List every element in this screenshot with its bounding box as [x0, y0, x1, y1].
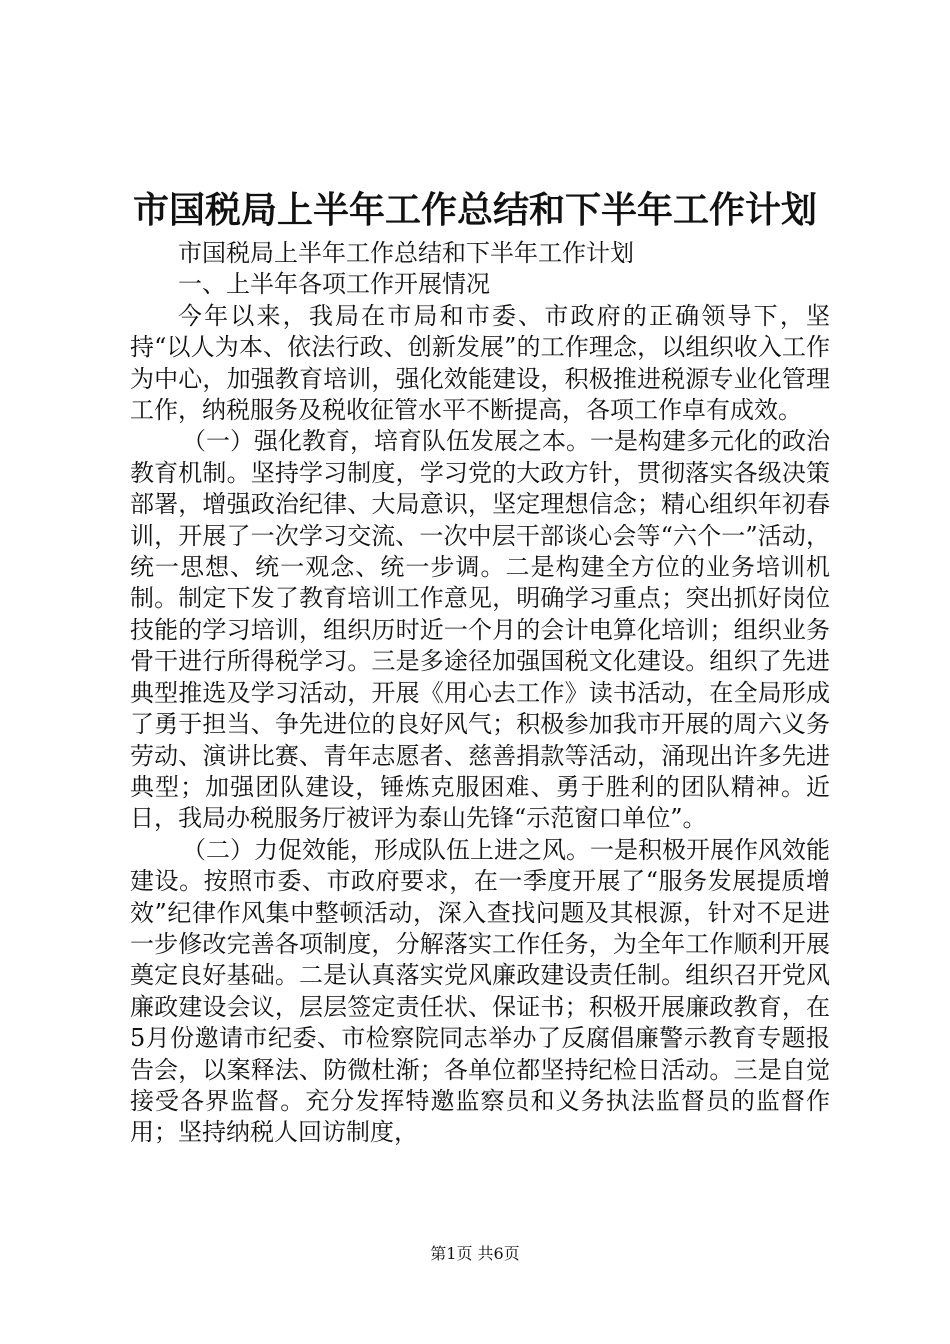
subtitle-line: 市国税局上半年工作总结和下半年工作计划 — [178, 239, 634, 267]
section-heading: 一、上半年各项工作开展情况 — [178, 270, 490, 299]
paragraph-efficiency: （二）力促效能，形成队伍上进之风。一是积极开展作风效能建设。按照市委、市政府要求，在一季度开展了“服务发展提质增效”纪律作风集中整顿活动，深入查找问题及其根源，针对不足进一步修改完善各项制度，分解落实工作任务，为全年工作顺利开展奠定良好基础。二是认真落实党风廉政建设责任制。组织召开党风廉政建设会议，层层签定责任状、保证书；积极开展廉政教育，在5月份邀请市纪委、市检察院同志举办了反腐倡廉警示教育专题报告会，以案释法、防微杜渐；各单位都坚持纪检日活动。三是自觉接受各界监督。充分发挥特邀监察员和义务执法监督员的监督作用；坚持纳税人回访制度， — [130, 835, 830, 1147]
document-title: 市国税局上半年工作总结和下半年工作计划 — [132, 189, 817, 231]
document-body — [130, 238, 830, 1149]
paragraph-intro: 今年以来，我局在市局和市委、市政府的正确领导下，坚持“以人为本、依法行政、创新发展”的工作理念，以组织收入工作为中心，加强教育培训，强化效能建设，积极推进税源专业化管理工作，纳税服务及税收征管水平不断提高，各项工作卓有成效。 — [130, 301, 830, 425]
page-footer: 第1页 共6页 — [430, 1244, 520, 1263]
paragraph-education: （一）强化教育，培育队伍发展之本。一是构建多元化的政治教育机制。坚持学习制度，学习党的大政方针，贯彻落实各级决策部署，增强政治纪律、大局意识，坚定理想信念；精心组织年初春训，开展了一次学习交流、一次中层干部谈心会等“六个一”活动，统一思想、统一观念、统一步调。二是构建全方位的业务培训机制。制定下发了教育培训工作意见，明确学习重点；突出抓好岗位技能的学习培训，组织历时近一个月的会计电算化培训；组织业务骨干进行所得税学习。三是多途径加强国税文化建设。组织了先进典型推选及学习活动，开展《用心去工作》读书活动，在全局形成了勇于担当、争先进位的良好风气；积极参加我市开展的周六义务劳动、演讲比赛、青年志愿者、慈善捐款等活动，涌现出许多先进典型；加强团队建设，锤炼克服困难、勇于胜利的团队精神。近日，我局办税服务厅被评为泰山先锋“示范窗口单位”。 — [130, 427, 830, 833]
